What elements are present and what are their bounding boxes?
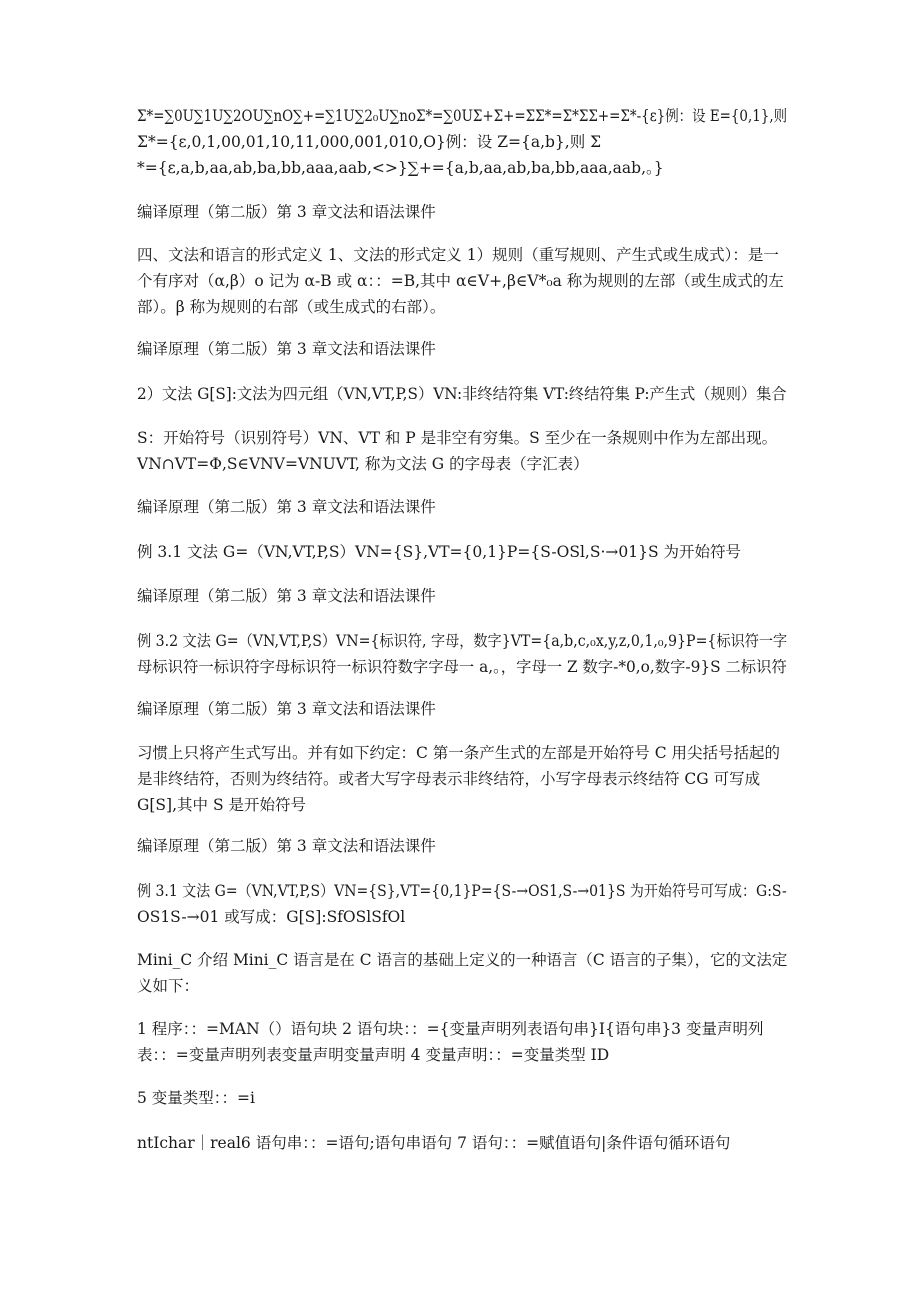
text-line: S：开始符号（识别符号）VN、VT 和 P 是非空有穷集。S 至少在一条规则中作为左部出现。: [137, 429, 778, 447]
text-line: VN∩VT=Φ,S∈VNV=VNUVT, 称为文法 G 的字母表（字汇表）: [137, 455, 589, 473]
text-line: Σ*=∑0U∑1U∑2OU∑nO∑+=∑1U∑2₀U∑noΣ*=∑0UΣ+Σ+=ΣΣ*=Σ*ΣΣ+=Σ*-{ε}例：设 E={0,1},则: [137, 107, 788, 125]
text-line: *={ε,a,b,aa,ab,ba,bb,aaa,aab,<>}∑+={a,b,aa,ab,ba,bb,aaa,aab,。}: [137, 159, 664, 177]
text-line: 个有序对（α,β）o 记为 α-B 或 α：：=B,其中 α∈V+,β∈V*₀a 称为规则的左部（或生成式的左: [137, 272, 784, 290]
formal-definition-paragraph: [137, 242, 787, 320]
text-line: 例 3.1 文法 G=（VN,VT,P,S）VN={S},VT={0,1}P={S-→OS1,S-→01}S 为开始符号可写成：G:S-: [137, 882, 787, 900]
text-line: 例 3.2 文法 G=（VN,VT,P,S）VN={标识符, 字母，数字}VT={a,b,c,₀x,y,z,0,1,₀,9}P={标识符一字: [137, 632, 788, 650]
text-line: 例 3.1 文法 G=（VN,VT,P,S）VN={S},VT={0,1}P={S-OSl,S·→01}S 为开始符号: [137, 543, 741, 561]
text-line: OS1S-→01 或写成：G[S]:SfOSlSfOl: [137, 908, 406, 926]
text-line: Σ*={ε,0,1,00,01,10,11,000,001,010,O}例：设 Z={a,b},则 Σ: [137, 133, 602, 151]
text-line: 1 程序：：=MAN（）语句块 2 语句块：：={变量声明列表语句串}I{语句串}3 变量声明列: [137, 1020, 764, 1038]
text-line: 义如下：: [137, 977, 200, 995]
text-line: 编译原理（第二版）第 3 章文法和语法课件: [137, 498, 436, 516]
text-line: 编译原理（第二版）第 3 章文法和语法课件: [137, 700, 436, 718]
statement-grammar-paragraph: [137, 1130, 787, 1156]
sigma-closure-paragraph: [137, 103, 787, 181]
text-line: G[S],其中 S 是开始符号: [137, 796, 306, 814]
text-line: 表：：=变量声明列表变量声明变量声明 4 变量声明：：=变量类型 ID: [137, 1046, 610, 1064]
convention-paragraph: [137, 740, 787, 818]
text-line: 编译原理（第二版）第 3 章文法和语法课件: [137, 203, 436, 221]
text-line: 编译原理（第二版）第 3 章文法和语法课件: [137, 340, 436, 358]
start-symbol-paragraph: [137, 425, 787, 477]
courseware-heading: [137, 199, 787, 225]
courseware-heading: [137, 336, 787, 362]
courseware-heading: [137, 696, 787, 722]
mini-c-grammar-paragraph: [137, 1016, 787, 1068]
example-3-2-paragraph: [137, 628, 787, 680]
text-line: 部）。β 称为规则的右部（或生成式的右部）。: [137, 298, 446, 316]
variable-type-paragraph: [137, 1085, 787, 1111]
text-line: ntIchar｜real6 语句串：：=语句;语句串语句 7 语句：：=赋值语句|条件语句循环语句: [137, 1134, 731, 1152]
text-line: 5 变量类型：：=i: [137, 1089, 255, 1107]
mini-c-intro-paragraph: [137, 947, 787, 999]
text-line: 2）文法 G[S]:文法为四元组（VN,VT,P,S）VN:非终结符集 VT:终结符集 P:产生式（规则）集合: [137, 385, 787, 403]
text-line: 是非终结符，否则为终结符。或者大写字母表示非终结符，小写字母表示终结符 CG 可写成: [137, 770, 761, 788]
text-line: 编译原理（第二版）第 3 章文法和语法课件: [137, 587, 436, 605]
text-line: 习惯上只将产生式写出。并有如下约定：C 第一条产生式的左部是开始符号 C 用尖括号括起的: [137, 744, 781, 762]
courseware-heading: [137, 583, 787, 609]
courseware-heading: [137, 833, 787, 859]
grammar-quadruple-paragraph: [137, 381, 787, 407]
courseware-heading: [137, 494, 787, 520]
example-3-1-rewrite-paragraph: [137, 878, 787, 930]
text-line: Mini_C 介绍 Mini_C 语言是在 C 语言的基础上定义的一种语言（C 语言的子集），它的文法定: [137, 951, 788, 969]
text-line: 编译原理（第二版）第 3 章文法和语法课件: [137, 837, 436, 855]
example-3-1-paragraph: [137, 539, 787, 565]
text-line: 母标识符一标识符字母标识符一标识符数字字母一 a,。，字母一 Z 数字-*0,o,数字-9}S 二标识符: [137, 658, 787, 676]
text-line: 四、文法和语言的形式定义 1、文法的形式定义 1）规则（重写规则、产生式或生成式）：是一: [137, 246, 779, 264]
